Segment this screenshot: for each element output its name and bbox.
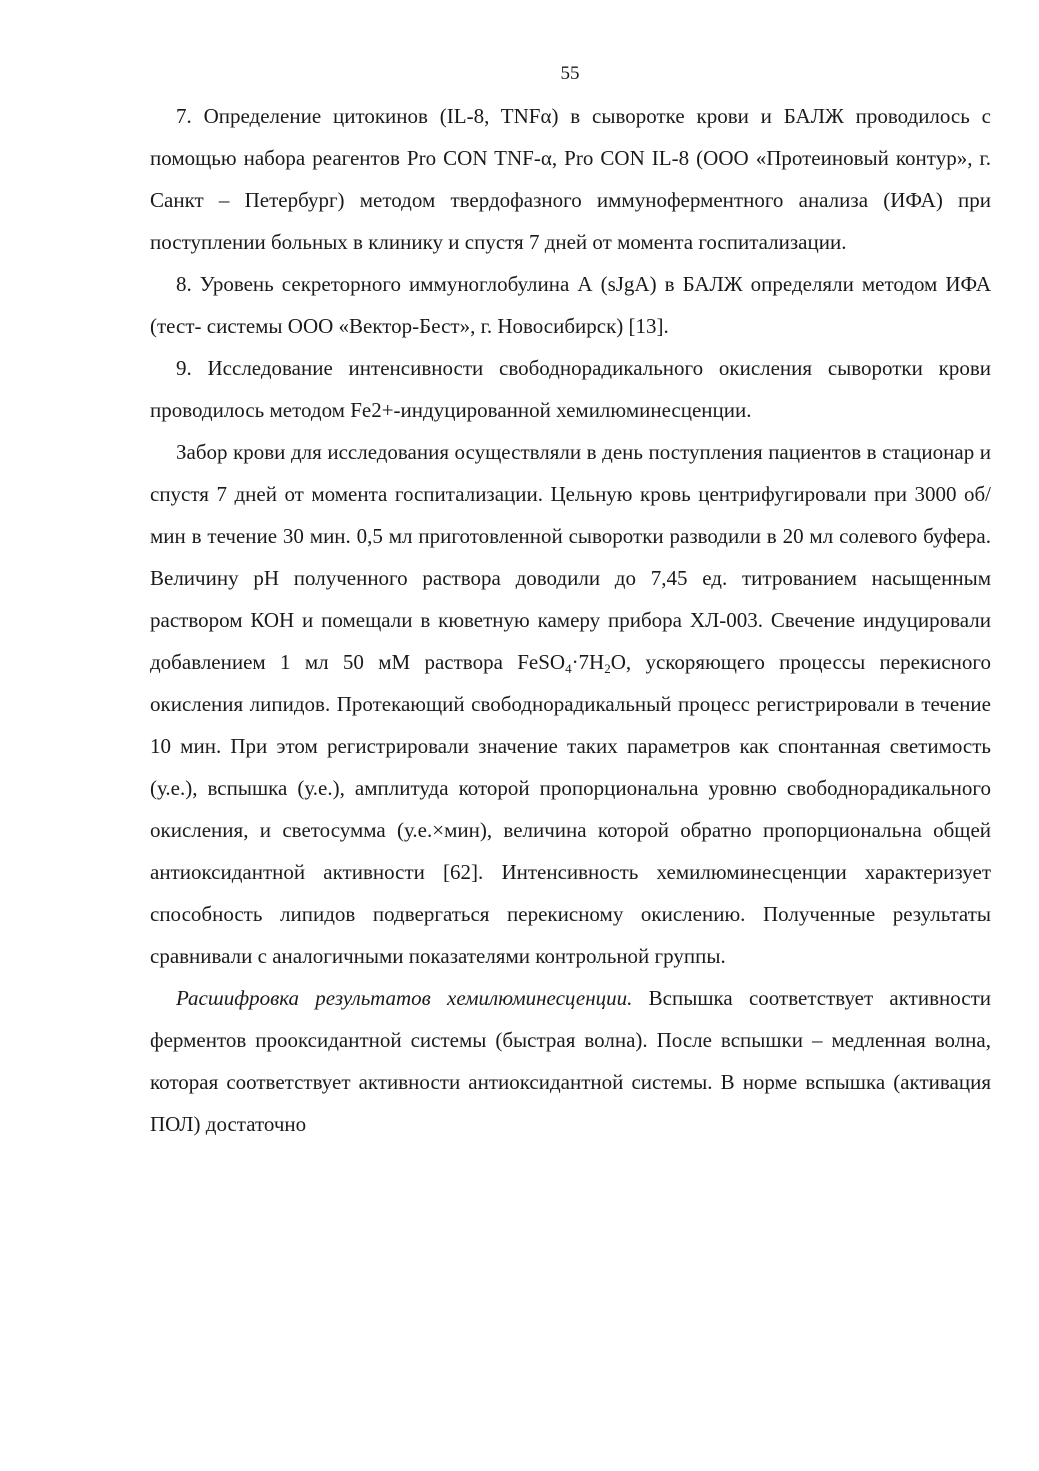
decoding-heading: Расшифровка результатов хемилюминесценции.: [176, 986, 633, 1010]
paragraph-chemiluminescence: 9. Исследование интенсивности свободнорадикального окисления сыворотки крови проводилось методом Fe2+-индуцированной хемилюминесценции.: [150, 356, 991, 422]
formula-hydrate: ·7H: [571, 650, 605, 674]
blood-sampling-text-part-1: Забор крови для исследования осуществляли в день поступления пациентов в стационар и спустя 7 дней от момента госпитализации. Цельную кровь центрифугировали при 3000 об/мин в течение 30 мин. 0,5 мл приготовленной сыворотки разводили в 20 мл солевого буфера. Величину pH полученного раствора доводили до 7,45 ед. титрованием насыщенным раствором КОН и помещали в кюветную камеру прибора ХЛ-003. Свечение индуцировали добавлением 1 мл 50 мМ раствора FeSO: [150, 440, 991, 674]
decoding-text: Вспышка соответствует активности ферментов прооксидантной системы (быстрая волна). После вспышки – медленная волна, которая соответствует активности антиоксидантной системы. В норме вспышка (активация ПОЛ) достаточно: [150, 986, 992, 1136]
paragraph-cytokines: 7. Определение цитокинов (IL-8, TNFα) в сыворотке крови и БАЛЖ проводилось с помощью набора реагентов Pro CON TNF-α, Pro CON IL-8 (ООО «Протеиновый контур», г. Санкт – Петербург) методом твердофазного иммуноферментного анализа (ИФА) при поступлении больных в клинику и спустя 7 дней от момента госпитализации.: [150, 104, 991, 254]
subscript-4: 4: [565, 661, 572, 676]
page-number: 55: [560, 63, 580, 84]
blood-sampling-text-part-2: O, ускоряющего процессы перекисного окисления липидов. Протекающий свободнорадикальный процесс регистрировали в течение 10 мин. При этом регистрировали значение таких параметров как спонтанная светимость (у.е.), вспышка (у.е.), амплитуда которой пропорциональна уровню свободнорадикального окисления, и светосумма (у.е.×мин), величина которой обратно пропорциональна общей антиоксидантной активности [62]. Интенсивность хемилюминесценции характеризует способность липидов подвергаться перекисному окислению. Полученные результаты сравнивали с аналогичными показателями контрольной группы.: [150, 650, 992, 968]
paragraph-decoding: [150, 977, 991, 1145]
subscript-2: 2: [604, 661, 611, 676]
paragraph-sjga: 8. Уровень секреторного иммуноглобулина А (sJgA) в БАЛЖ определяли методом ИФА (тест- системы ООО «Вектор-Бест», г. Новосибирск) [13].: [150, 272, 991, 338]
paragraph-blood-sampling: [150, 431, 991, 977]
document-body: [150, 95, 991, 1145]
